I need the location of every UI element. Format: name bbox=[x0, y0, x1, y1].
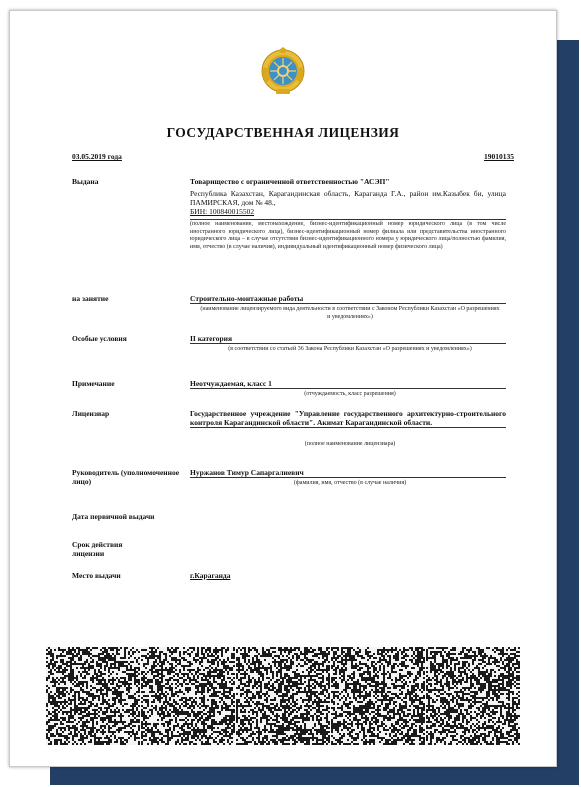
qr-code-icon bbox=[141, 647, 235, 745]
issued-address: Республика Казахстан, Карагандинская область, Караганда Г.А., район им.Казыбек би, улица ПАМИРСКАЯ, дом № 48., bbox=[190, 189, 506, 207]
conditions-note: (в соответствии со статьей 36 Закона Республики Казахстан «О разрешениях и уведомлениях») bbox=[228, 346, 472, 352]
head-value: Нуржанов Тимур Сапаргалиевич bbox=[190, 468, 506, 478]
issued-note: (полное наименование, местонахождение, бизнес-идентификационный номер юридического лица (в том числе иностранного юридического лица), бизнес-идентификационный номер филиала или представительства иностранного юридического лица – в случае отсутствия бизнес-идентификационного номера у юридического лица/полностью фамилия, имя, отчество (в случае наличия), индивидуальный идентификационный номер физического лица) bbox=[190, 221, 506, 250]
conditions-label: Особые условия bbox=[72, 334, 127, 343]
remark-value: Неотчуждаемая, класс 1 bbox=[190, 379, 506, 389]
conditions-value: II категория bbox=[190, 334, 506, 344]
head-label: Руководитель (уполномоченное лицо) bbox=[72, 468, 180, 486]
qr-code-icon bbox=[426, 647, 520, 745]
licensor-note: (полное наименование лицензиара) bbox=[304, 441, 396, 447]
head-note: (фамилия, имя, отчество (в случае наличия) bbox=[293, 480, 407, 486]
qr-code-icon bbox=[236, 647, 330, 745]
qr-code-icon bbox=[331, 647, 425, 745]
licensor-label: Лицензиар bbox=[72, 409, 110, 418]
first-issue-label: Дата первичной выдачи bbox=[72, 512, 155, 521]
qr-code-strip bbox=[46, 647, 520, 745]
issued-bin: БИН: 100840015502 bbox=[190, 207, 255, 216]
activity-note: (наименование лицензируемого вида деятельности в соответствии с Законом Республики Казахстан «О разрешениях и уведомлениях») bbox=[200, 306, 500, 320]
activity-value: Строительно-монтажные работы bbox=[190, 294, 506, 304]
place-value: г.Караганда bbox=[190, 571, 231, 580]
issued-block bbox=[190, 177, 506, 251]
validity-label: Срок действия лицензии bbox=[72, 540, 123, 558]
activity-label: на занятие bbox=[72, 294, 109, 303]
qr-code-icon bbox=[46, 647, 140, 745]
issued-label: Выдана bbox=[72, 177, 99, 186]
license-document bbox=[9, 10, 557, 767]
place-label: Место выдачи bbox=[72, 571, 121, 580]
license-number: 19010135 bbox=[484, 152, 514, 161]
licensor-value: Государственное учреждение "Управление государственного архитектурно-строительного контроля Карагандинской области". Акимат Карагандинской области. bbox=[190, 409, 506, 427]
issue-date: 03.05.2019 года bbox=[72, 152, 122, 161]
kazakhstan-state-emblem-icon bbox=[260, 47, 306, 95]
license-title: ГОСУДАРСТВЕННАЯ ЛИЦЕНЗИЯ bbox=[166, 125, 400, 140]
remark-label: Примечание bbox=[72, 379, 115, 388]
remark-note: (отчуждаемость, класс разрешения) bbox=[304, 391, 396, 397]
issued-name: Товарищество с ограниченной ответственностью "АСЭП" bbox=[190, 177, 390, 186]
